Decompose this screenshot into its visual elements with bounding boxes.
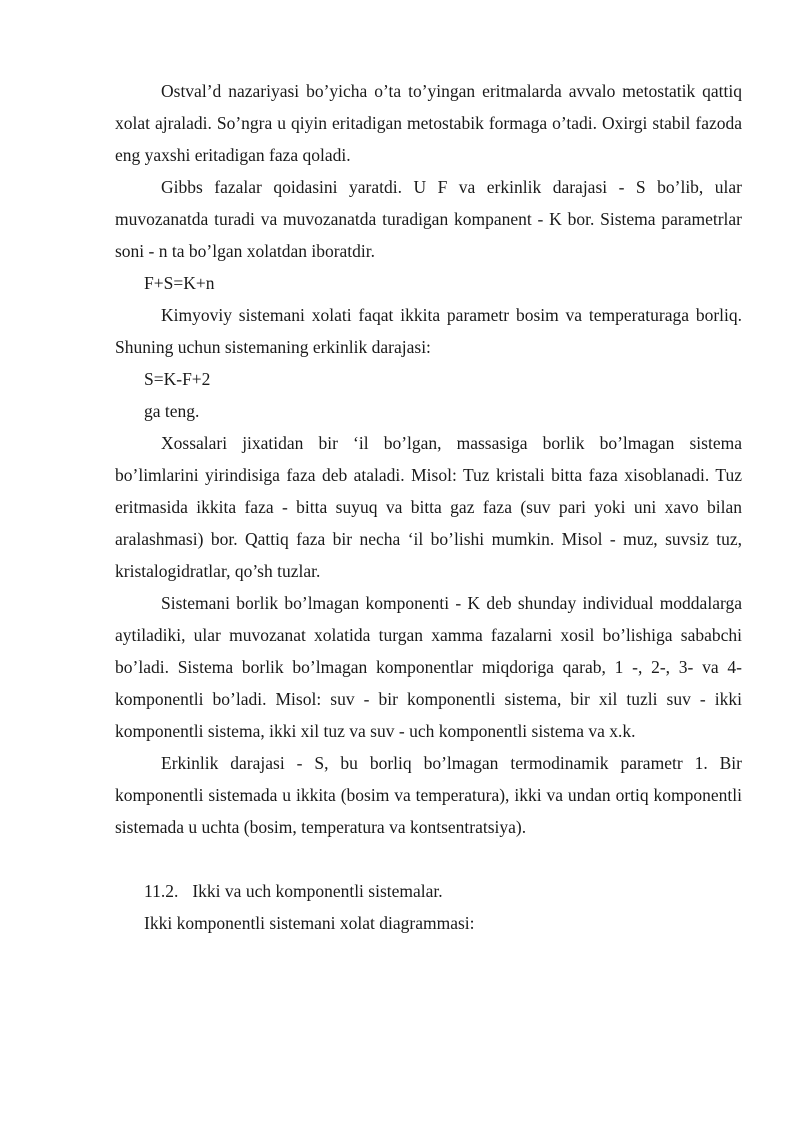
formula-degrees-of-freedom: S=K-F+2 (144, 369, 211, 389)
section-spacer (115, 843, 742, 875)
paragraph-gibbs-rule: Gibbs fazalar qoidasini yaratdi. U F va erkinlik darajasi - S bo’lib, ular muvozanatda turadi va muvozanatda turadigan kompanent - K bor. Sistema parametrlar soni - n ta bo’lgan xolatdan iboratdir. (115, 177, 742, 261)
formula-phase-rule: F+S=K+n (144, 273, 215, 293)
section-intro: Ikki komponentli sistemani xolat diagrammasi: (144, 913, 475, 933)
section-title: Ikki va uch komponentli sistemalar. (192, 881, 443, 901)
paragraph-components: Sistemani borlik bo’lmagan komponenti - K deb shunday individual moddalarga aytiladiki, ular muvozanat xolatida turgan xamma fazalarni xosil bo’lishiga sababchi bo’ladi. Sistema borlik bo’lmagan komponentlar miqdoriga qarab, 1 -, 2-, 3- va 4- komponentli bo’ladi. Misol: suv - bir komponentli sistema, bir xil tuzli suv - ikki komponentli sistema, ikki xil tuz va suv - uch komponentli sistema va x.k. (115, 593, 742, 741)
document-page (115, 75, 742, 939)
paragraph-chemical-system: Kimyoviy sistemani xolati faqat ikkita parametr bosim va temperaturaga borliq. Shuning uchun sistemaning erkinlik darajasi: (115, 305, 742, 357)
paragraph-ostvald: Ostval’d nazariyasi bo’yicha o’ta to’yingan eritmalarda avvalo metostatik qattiq xolat ajraladi. So’ngra u qiyin eritadigan metostabik formaga o’tadi. Oxirgi stabil fazoda eng yaxshi eritadigan faza qoladi. (115, 81, 742, 165)
section-heading (115, 875, 742, 907)
paragraph-phase-definition: Xossalari jixatidan bir ‘il bo’lgan, massasiga borlik bo’lmagan sistema bo’limlarini yirindisiga faza deb ataladi. Misol: Tuz kristali bitta faza xisoblanadi. Tuz eritmasida ikkita faza - bitta suyuq va bitta gaz faza (suv pari yoki uni xavo bilan aralashmasi) bor. Qattiq faza bir necha ‘il bo’lishi mumkin. Misol - muz, suvsiz tuz, kristalogidratlar, qo’sh tuzlar. (115, 433, 742, 581)
paragraph-equals-text: ga teng. (144, 401, 200, 421)
paragraph-freedom-degree: Erkinlik darajasi - S, bu borliq bo’lmagan termodinamik parametr 1. Bir komponentli sistemada u ikkita (bosim va temperatura), ikki va undan ortiq komponentli sistemada u uchta (bosim, temperatura va kontsentratsiya). (115, 753, 742, 837)
section-number: 11.2. (144, 881, 179, 901)
